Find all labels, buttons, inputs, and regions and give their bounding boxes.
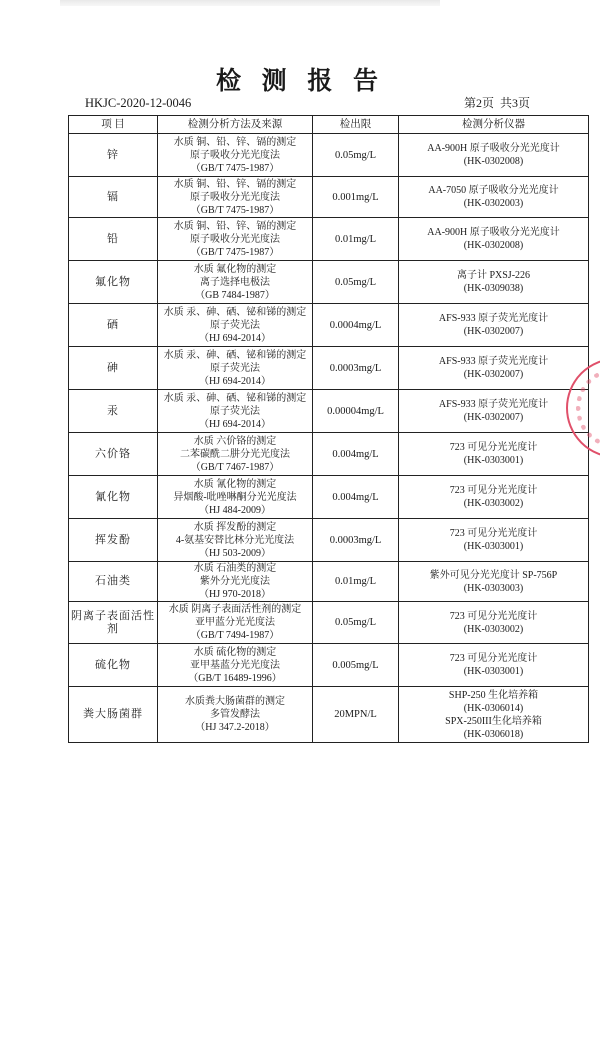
test-results-table — [68, 115, 589, 743]
method-line: 水质 铜、铅、锌、镉的测定 — [173, 136, 297, 148]
instrument-line: (HK-0302003) — [463, 198, 524, 209]
method-line: 原子吸收分光光度法 — [190, 233, 280, 245]
seal-stamp — [556, 350, 600, 470]
table-row — [69, 519, 589, 562]
instrument-line: AA-900H 原子吸收分光光度计 — [427, 227, 560, 238]
method-line: 水质 六价铬的测定 — [193, 435, 277, 447]
method-cell — [158, 433, 313, 476]
instrument-line: (HK-0302008) — [463, 156, 524, 167]
method-cell — [158, 476, 313, 519]
method-cell — [158, 562, 313, 602]
instrument-line: AFS-933 原子荧光光度计 — [438, 313, 549, 324]
method-line: （HJ 694-2014） — [199, 332, 271, 344]
method-line: （HJ 694-2014） — [199, 418, 271, 430]
method-line: 亚甲基蓝分光光度法 — [190, 659, 280, 671]
page-title: 检 测 报 告 — [215, 66, 385, 95]
table-header — [69, 116, 589, 134]
instrument-line: 723 可见分光光度计 — [449, 653, 538, 664]
method-line: （HJ 503-2009） — [199, 547, 271, 559]
limit-cell: 0.0003mg/L — [313, 519, 399, 562]
instrument-line: 723 可见分光光度计 — [449, 610, 538, 622]
header-item: 项 目 — [69, 116, 158, 134]
table-row — [69, 218, 589, 261]
method-line: （GB/T 7475-1987） — [190, 162, 280, 174]
method-line: 水质 汞、砷、硒、铋和锑的测定 — [163, 349, 307, 361]
item-cell: 氰化物 — [69, 476, 158, 519]
instrument-line: (HK-0306018) — [463, 728, 524, 740]
method-cell — [158, 602, 313, 644]
table-row — [69, 390, 589, 433]
item-cell: 镉 — [69, 177, 158, 218]
method-line: 亚甲蓝分光光度法 — [195, 617, 275, 628]
method-cell — [158, 304, 313, 347]
method-line: 水质 汞、砷、硒、铋和锑的测定 — [163, 306, 307, 318]
limit-cell: 0.00004mg/L — [313, 390, 399, 433]
method-line: 水质 氰化物的测定 — [193, 478, 277, 490]
limit-cell: 0.05mg/L — [313, 261, 399, 304]
instrument-line: AA-900H 原子吸收分光光度计 — [427, 143, 560, 154]
method-line: （GB/T 7467-1987） — [190, 461, 280, 473]
method-cell — [158, 134, 313, 177]
instrument-line: (HK-0303001) — [463, 541, 524, 552]
instrument-cell — [399, 261, 589, 304]
method-cell — [158, 347, 313, 390]
method-line: （GB 7484-1987） — [195, 289, 275, 301]
instrument-line: 离子计 PXSJ-226 — [456, 270, 531, 281]
page-indicator: 第2页 共3页 — [463, 96, 530, 110]
limit-cell: 0.0004mg/L — [313, 304, 399, 347]
limit-cell: 0.01mg/L — [313, 562, 399, 602]
instrument-line: (HK-0302007) — [463, 326, 524, 337]
item-cell: 硒 — [69, 304, 158, 347]
limit-cell: 0.004mg/L — [313, 476, 399, 519]
instrument-line: (HK-0303003) — [463, 582, 524, 594]
method-line: （GB/T 7475-1987） — [190, 204, 280, 216]
item-cell: 六价铬 — [69, 433, 158, 476]
item-cell: 铅 — [69, 218, 158, 261]
report-number: HKJC-2020-12-0046 — [85, 96, 192, 110]
instrument-line: (HK-0302007) — [463, 412, 524, 423]
table-row — [69, 602, 589, 644]
method-line: （GB/T 7475-1987） — [190, 246, 280, 258]
method-line: 二苯碳酰二肼分光光度法 — [180, 448, 290, 460]
instrument-cell — [399, 218, 589, 261]
limit-cell: 0.05mg/L — [313, 134, 399, 177]
method-line: 原子吸收分光光度法 — [190, 149, 280, 161]
method-line: 原子吸收分光光度法 — [190, 191, 280, 203]
instrument-line: (HK-0306014) — [463, 702, 524, 714]
table-row — [69, 347, 589, 390]
item-cell: 氟化物 — [69, 261, 158, 304]
instrument-line: AA-7050 原子吸收分光光度计 — [428, 185, 559, 196]
instrument-cell — [399, 304, 589, 347]
table-row — [69, 261, 589, 304]
scan-edge-artifact — [60, 0, 440, 6]
instrument-line: 723 可见分光光度计 — [449, 528, 538, 539]
limit-cell: 20MPN/L — [313, 687, 399, 743]
method-line: 水质 阴离子表面活性剂的测定 — [168, 604, 302, 615]
method-line: （HJ 970-2018） — [199, 589, 271, 600]
table-row — [69, 562, 589, 602]
instrument-line: 723 可见分光光度计 — [449, 485, 538, 496]
table-row — [69, 433, 589, 476]
method-line: 原子荧光法 — [210, 362, 260, 374]
table-row — [69, 644, 589, 687]
method-cell — [158, 218, 313, 261]
table-row — [69, 177, 589, 218]
instrument-line: SPX-250III生化培养箱 — [445, 715, 542, 727]
header-limit: 检出限 — [313, 116, 399, 134]
method-line: （HJ 347.2-2018） — [195, 722, 275, 733]
header-method: 检测分析方法及来源 — [158, 116, 313, 134]
limit-cell: 0.01mg/L — [313, 218, 399, 261]
table-row — [69, 134, 589, 177]
table-row — [69, 304, 589, 347]
item-cell: 粪大肠菌群 — [69, 687, 158, 743]
instrument-cell — [399, 519, 589, 562]
limit-cell: 0.005mg/L — [313, 644, 399, 687]
method-line: 水质 石油类的测定 — [193, 563, 277, 574]
item-cell: 锌 — [69, 134, 158, 177]
method-cell — [158, 519, 313, 562]
method-cell — [158, 644, 313, 687]
item-cell: 挥发酚 — [69, 519, 158, 562]
method-line: 水质 硫化物的测定 — [193, 646, 277, 658]
item-cell: 汞 — [69, 390, 158, 433]
header-instrument: 检测分析仪器 — [399, 116, 589, 134]
method-line: （HJ 694-2014） — [199, 375, 271, 387]
header-row — [69, 116, 589, 134]
method-line: 原子荧光法 — [210, 319, 260, 331]
method-line: 水质 铜、铅、锌、镉的测定 — [173, 178, 297, 190]
method-cell — [158, 261, 313, 304]
instrument-cell — [399, 602, 589, 644]
instrument-line: AFS-933 原子荧光光度计 — [438, 399, 549, 410]
instrument-line: 紫外可见分光光度计 SP-756P — [429, 569, 558, 581]
instrument-line: (HK-0303001) — [463, 455, 524, 466]
method-line: 异烟酸-吡唑啉酮分光光度法 — [173, 491, 297, 503]
item-cell: 石油类 — [69, 562, 158, 602]
method-cell — [158, 177, 313, 218]
instrument-cell — [399, 644, 589, 687]
table-row — [69, 687, 589, 743]
method-line: 水质 氟化物的测定 — [193, 263, 277, 275]
method-line: （HJ 484-2009） — [199, 504, 271, 516]
instrument-cell — [399, 562, 589, 602]
method-line: 水质 铜、铅、锌、镉的测定 — [173, 220, 297, 232]
method-line: （GB/T 16489-1996） — [188, 672, 282, 684]
method-line: 紫外分光光度法 — [200, 576, 270, 587]
method-line: 水质 汞、砷、硒、铋和锑的测定 — [163, 392, 307, 404]
instrument-line: AFS-933 原子荧光光度计 — [438, 356, 549, 367]
item-cell: 阴离子表面活性剂 — [69, 602, 158, 644]
instrument-line: (HK-0309038) — [463, 283, 524, 294]
method-line: 离子选择电极法 — [200, 276, 270, 288]
instrument-line: (HK-0302008) — [463, 240, 524, 251]
instrument-line: SHP-250 生化培养箱 — [448, 689, 539, 701]
method-line: 多管发酵法 — [210, 709, 260, 720]
limit-cell: 0.004mg/L — [313, 433, 399, 476]
method-line: 原子荧光法 — [210, 405, 260, 417]
instrument-line: (HK-0303002) — [463, 623, 524, 635]
instrument-cell — [399, 134, 589, 177]
instrument-cell — [399, 177, 589, 218]
method-line: 4-氨基安替比林分光光度法 — [175, 534, 295, 546]
method-line: （GB/T 7494-1987） — [190, 630, 280, 641]
instrument-line: (HK-0302007) — [463, 369, 524, 380]
instrument-cell — [399, 687, 589, 743]
table-row — [69, 476, 589, 519]
limit-cell: 0.05mg/L — [313, 602, 399, 644]
instrument-line: 723 可见分光光度计 — [449, 442, 538, 453]
instrument-line: (HK-0303002) — [463, 498, 524, 509]
method-cell — [158, 687, 313, 743]
item-cell: 砷 — [69, 347, 158, 390]
instrument-cell — [399, 476, 589, 519]
instrument-line: (HK-0303001) — [463, 666, 524, 677]
method-cell — [158, 390, 313, 433]
method-line: 水质 挥发酚的测定 — [193, 521, 277, 533]
limit-cell: 0.001mg/L — [313, 177, 399, 218]
item-cell: 硫化物 — [69, 644, 158, 687]
table-body — [69, 134, 589, 743]
method-line: 水质粪大肠菌群的测定 — [185, 696, 285, 707]
limit-cell: 0.0003mg/L — [313, 347, 399, 390]
